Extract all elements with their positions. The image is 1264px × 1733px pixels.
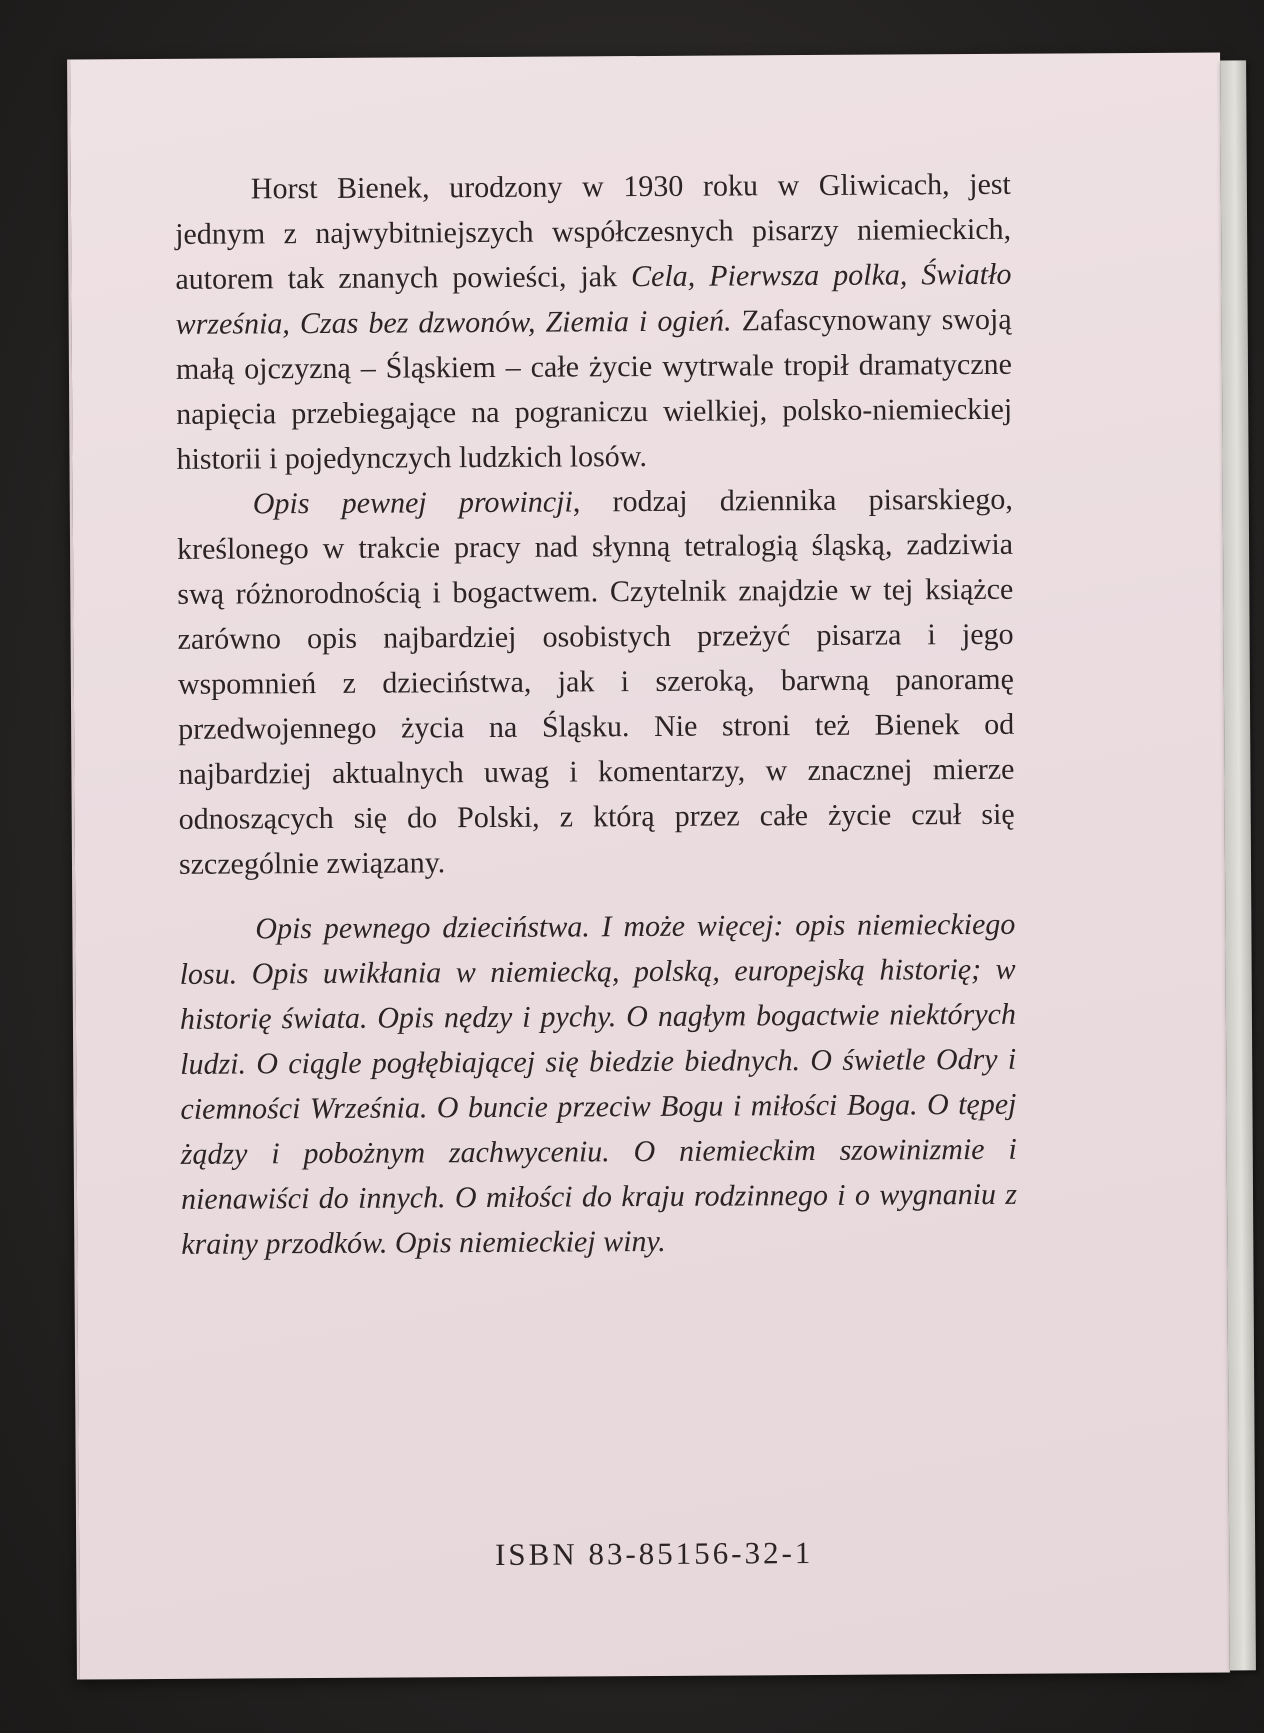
book-description-paragraph <box>177 477 1015 887</box>
quote-paragraph: Opis pewnego dzieciństwa. I może więcej: opis niemieckiego losu. Opis uwikłania w niemiecką, polską, europejską historię; w historię świata. Opis nędzy i pychy. O nagłym bogactwie niektórych ludzi. O ciągle pogłębiającej się biedzie biednych. O świetle Odry i ciemności Września. O buncie przeciw Bogu i miłości Boga. O tępej żądzy i pobożnym zachwyceniu. O niemieckim szowinizmie i nienawiści do innych. O miłości do kraju rodzinnego i o wygnaniu z krainy przodków. Opis niemieckiej winy. <box>179 907 1018 1261</box>
isbn-number: ISBN 83-85156-32-1 <box>494 1535 814 1572</box>
book-titles: Cela, Pierwsza polka, Światło września, Czas bez dzwonów, Ziemia i ogień. <box>175 257 1012 341</box>
blurb-text <box>175 162 1018 1267</box>
author-paragraph-intro: Horst Bienek, urodzony w 1930 roku w Gliwicach, jest jednym z najwybitniejszych współczesnych pisarzy niemieckich, autorem tak znanych powieści, jak <box>175 167 1012 296</box>
book-title: Opis pewnej prowincji <box>252 485 573 521</box>
book-description-text: , rodzaj dziennika pisarskiego, kreślonego w trakcie pracy nad słynną tetralogią śląską, zadziwia swą różnorodnością i bogactwem. Czytelnik znajdzie w tej książce zarówno opis najbardziej osobistych przeżyć pisarza i jego wspomnień z dzieciństwa, jak i szeroką, barwną panoramę przedwojennego życia na Śląsku. Nie stroni też Bienek od najbardziej aktualnych uwag i komentarzy, w znacznej mierze odnoszących się do Polski, z którą przez całe życie czuł się szczególnie związany. <box>176 482 1015 881</box>
author-paragraph <box>175 162 1013 482</box>
author-paragraph-rest: Zafascynowany swoją małą ojczyzną – Śląskiem – całe życie wytrwale tropił dramatyczne napięcia przebiegające na pograniczu wielkiej, polsko-niemieckiej historii i pojedynczych ludzkich losów. <box>175 302 1013 476</box>
book-back-cover <box>67 52 1230 1679</box>
